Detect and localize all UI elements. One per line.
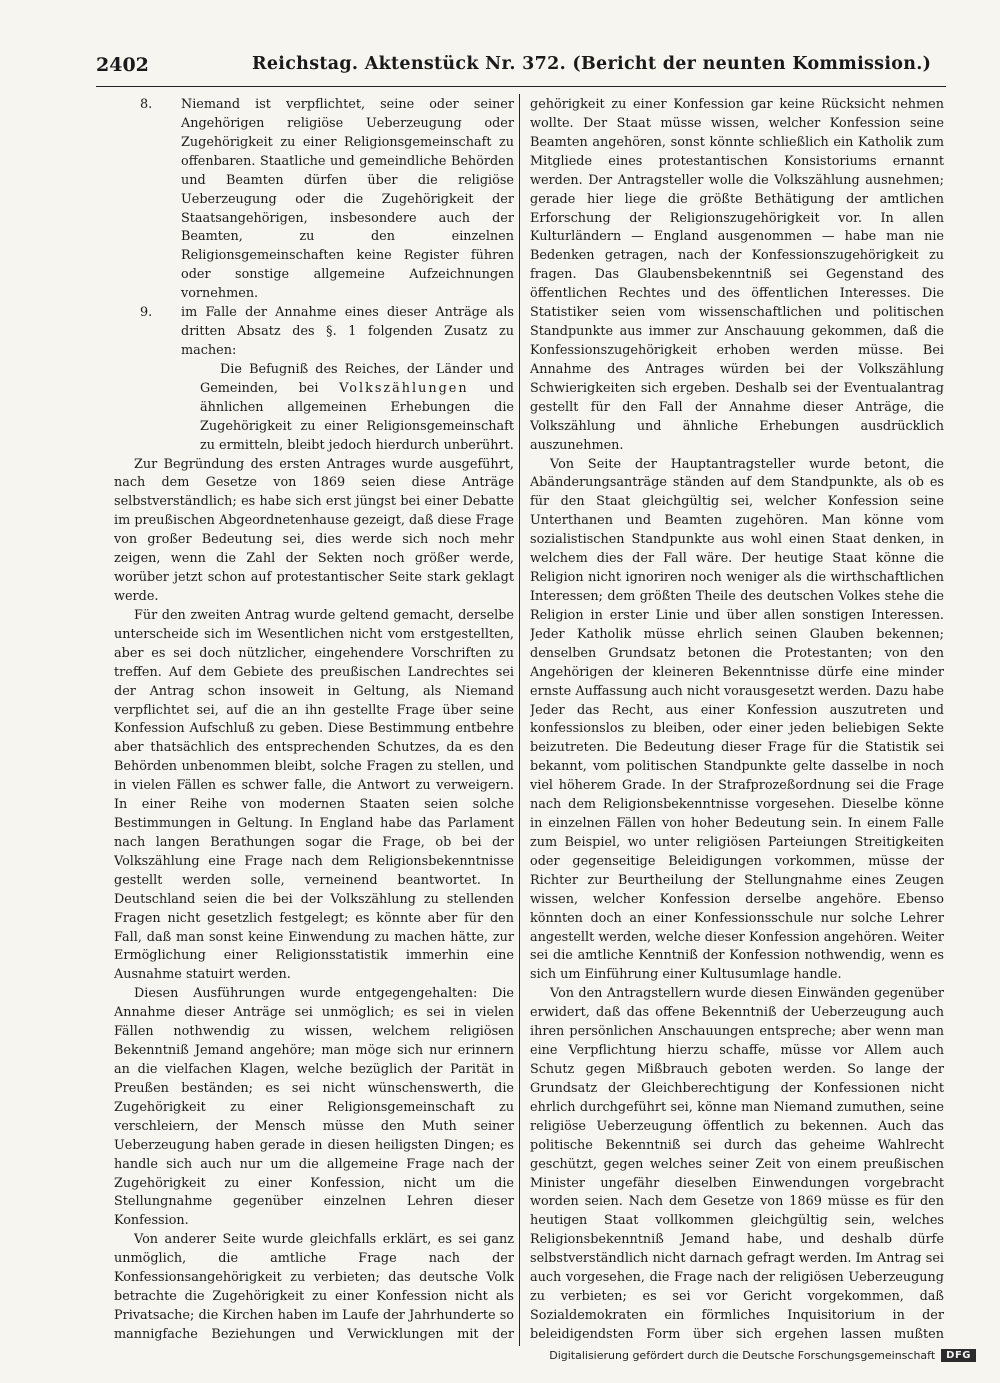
left-paragraph-3: Diesen Ausführungen wurde entgegengehalten: Die Annahme dieser Anträge sei unmöglich; es sei in vielen Fällen nothwendig zu wissen, welchem religiösen Bekenntniß Jemand angehöre; man möge sich nur erinnern an die vielfachen Klagen, welche bezüglich der Parität in Preußen beständen; es sei nicht wünschenswerth, die Zugehörigkeit zu einer Religionsgemeinschaft zu verschleiern, der Mensch müsse den Muth seiner Ueberzeugung haben gerade in diesen heiligsten Dingen; es handle sich auch nur um die allgemeine Frage nach der Zugehörigkeit zu einer Konfession, nicht um die Stellungnahme gegenüber einzelnen Lehren dieser Konfession. [114, 986, 514, 1229]
item-8-number: 8. [140, 97, 153, 112]
header-rule [96, 86, 946, 87]
item-9-quote-spaced: Volkszählungen [339, 380, 469, 396]
page-number: 2402 [96, 54, 149, 76]
item-9-quote-a: Die Befugniß des Reiches, der Länder und Gemeinden, bei [200, 361, 514, 396]
footer-credit: Digitalisierung gefördert durch die Deutsche Forschungsgemeinschaft [549, 1348, 936, 1362]
left-column [114, 96, 514, 1346]
item-8-text: Niemand ist verpflichtet, seine oder seiner Angehörigen religiöse Ueberzeugung oder Zugehörigkeit zu einer Religionsgemeinschaft zu offenbaren. Staatliche und gemeindliche Behörden und Beamten dürfen über die religiöse Ueberzeugung oder die Zugehörigkeit der Staatsangehörigen, insbesondere auch der Beamten, zu den einzelnen Religionsgemeinschaften keine Register führen oder sonstige allgemeine Aufzeichnungen vornehmen. [181, 97, 514, 302]
dfg-logo: DFG [941, 1349, 976, 1362]
column-divider [519, 94, 520, 1346]
item-9-quote-paragraph [200, 361, 514, 456]
item-9-number: 9. [140, 305, 153, 321]
left-paragraph-2: Für den zweiten Antrag wurde geltend gemacht, derselbe unterscheide sich im Wesentlichen nicht vom erstgestellten, aber es sei doch nützlicher, eingehendere Vorschriften zu treffen. Auf dem Gebiete des preußischen Landrechtes sei der Antrag schon insoweit in Geltung, als Niemand verpflichtet sei, auf die an ihn gestellte Frage über seine Konfession Aufschluß zu geben. Diese Bestimmung entbehre aber thatsächlich des entsprechenden Schutzes, da es den Behörden unbenommen bleibt, solche Fragen zu stellen, und in vielen Fällen es schwer falle, die Antwort zu verweigern. In einer Reihe von modernen Staaten seien solche Bestimmungen in Geltung. In England habe das Parlament nach langen Berathungen sogar die Frage, ob bei der Volkszählung eine Frage nach dem Religionsbekenntnisse gestellt werden solle, verneinend beantwortet. In Deutschland seien die bei der Volkszählung zu stellenden Fragen nicht gesetzlich festgelegt; es könnte aber für den Fall, daß man sonst keine Einwendung zu machen hätte, zur Ermöglichung einer Religionsstatistik immerhin eine Ausnahme statuirt werden. [114, 607, 514, 983]
list-item-8 [114, 96, 514, 304]
right-column [530, 96, 944, 1346]
item-9-text: im Falle der Annahme eines dieser Anträge als dritten Absatz des §. 1 folgenden Zusatz zu machen: [181, 305, 514, 358]
right-paragraph-3: Von den Antragstellern wurde diesen Einwänden gegenüber erwidert, daß das offene Bekenntniß der Ueberzeugung auch ihren persönlichen Anschauungen entspreche; aber wenn man eine Verpflichtung hierzu schaffe, müsse vor Allem auch Schutz gegen Mißbrauch geboten werden. So lange der Grundsatz der Gleichberechtigung der Konfessionen nicht ehrlich durchgeführt sei, könne man Niemand zumuthen, seine religiöse Ueberzeugung öffentlich zu bekennen. Auch das politische Bekenntniß sei durch das geheime Wahlrecht geschützt, gegen welches seiner Zeit von einem preußischen Minister ungefähr dieselben Einwendungen vorgebracht worden seien. Nach dem Gesetze von 1869 müsse es für den heutigen Staat vollkommen gleichgültig sein, welches Religionsbekenntniß Jemand habe, und deshalb dürfe selbstverständlich nicht darnach gefragt werden. Im Antrag sei auch vorgesehen, die Frage nach der religiösen Ueberzeugung zu verbieten; es sei vor Gericht vorgekommen, daß Sozialdemokraten ein förmliches Inquisitorium in der beleidigendsten Form über sich ergehen lassen mußten [530, 986, 944, 1342]
right-paragraph-2: Von Seite der Hauptantragsteller wurde betont, die Abänderungsanträge ständen auf dem Standpunkte, als ob es für den Staat gleichgültig sei, welcher Konfession seine Unterthanen und Beamten zugehören. Man könne vom sozialistischen Standpunkte aus wohl einen Staat denken, in welchem dies der Fall wäre. Der heutige Staat könne die Religion nicht ignoriren noch weniger als die wirthschaftlichen Interessen; dem größten Theile des deutschen Volkes stehe die Religion in erster Linie und über allen sonstigen Interessen. Jeder Katholik müsse ehrlich seinen Glauben bekennen; denselben Grundsatz betonen die Protestanten; von den Angehörigen der kleineren Bekenntnisse dürfe eine minder ernste Auffassung auch nicht vorausgesetzt werden. Dazu habe Jeder das Recht, aus einer Konfession auszutreten und konfessionslos zu bleiben, oder einer jeden beliebigen Sekte beizutreten. Die Bedeutung dieser Frage für die Statistik sei bekannt, vom politischen Standpunkte gelte dasselbe in noch viel höherem Grade. In der Strafprozeßordnung sei die Frage nach dem Religionsbekenntnisse vorgesehen. Dieselbe könne in einzelnen Fällen von hoher Bedeutung sein. In einem Falle zum Beispiel, wo unter religiösen Parteiungen Streitigkeiten oder gegenseitige Beleidigungen vorkommen, müsse der Richter zur Beurtheilung der Stellungnahme eines Zeugen wissen, welcher Konfession derselbe angehöre. Ebenso könnten doch an einer Konfessionsschule nur solche Lehrer angestellt werden, welche dieser Konfession angehören. Weiter sei die amtliche Kenntniß der Konfession nothwendig, wenn es sich um Einführung einer Kultusumlage handle. [530, 456, 944, 983]
left-paragraph-1: Zur Begründung des ersten Antrages wurde ausgeführt, nach dem Gesetze von 1869 seien diese Anträge selbstverständlich; es habe sich erst jüngst bei einer Debatte im preußischen Abgeordnetenhause gezeigt, daß diese Frage von großer Bedeutung sei, dies werde sich noch mehr zeigen, wenn die Zahl der Sekten noch größer werde, worüber jetzt schon auf protestantischer Seite stark geklagt werde. [114, 456, 514, 604]
digitization-footer [549, 1345, 976, 1365]
running-title: Reichstag. Aktenstück Nr. 372. (Bericht der neunten Kommission.) [252, 54, 932, 74]
page-header [96, 50, 932, 80]
item-9-quote [114, 361, 514, 456]
right-paragraph-1: gehörigkeit zu einer Konfession gar keine Rücksicht nehmen wollte. Der Staat müsse wissen, welcher Konfession seine Beamten angehören, sonst könnte schließlich ein Katholik zum Mitgliede eines protestantischen Konsistoriums ernannt werden. Der Antragsteller wolle die Volkszählung ausnehmen; gerade hier liege die größte Bethätigung der amtlichen Erforschung der Religionszugehörigkeit vor. In allen Kulturländern — England ausgenommen — habe man nie Bedenken getragen, nach der Konfessionszugehörigkeit zu fragen. Das Glaubensbekenntniß sei Gegenstand des öffentlichen Rechtes und des öffentlichen Interesses. Die Statistiker seien vom wissenschaftlichen und politischen Standpunkte aus immer zur Anschauung gekommen, daß die Konfessionszugehörigkeit erhoben werden müsse. Bei Annahme des Antrages würden bei der Volkszählung Schwierigkeiten sich ergeben. Deshalb sei der Eventualantrag gestellt für den Fall der Annahme dieser Anträge, die Volkszählung und ähnliche Erhebungen ausdrücklich auszunehmen. [530, 97, 944, 453]
list-item-9 [114, 304, 514, 361]
left-paragraph-4: Von anderer Seite wurde gleichfalls erklärt, es sei ganz unmöglich, die amtliche Frage nach der Konfessionsangehörigkeit zu verbieten; das deutsche Volk betrachte die Zugehörigkeit zu einer Konfession nicht als Privatsache; die Kirchen haben im Laufe der Jahrhunderte so mannigfache Beziehungen und Verwicklungen mit der [114, 1232, 514, 1342]
item-9-quote-b: und ähnlichen allgemeinen Erhebungen die Zugehörigkeit zu einer Religionsgemeinschaft zu ermitteln, bleibt jedoch hierdurch unberührt. [200, 380, 514, 453]
